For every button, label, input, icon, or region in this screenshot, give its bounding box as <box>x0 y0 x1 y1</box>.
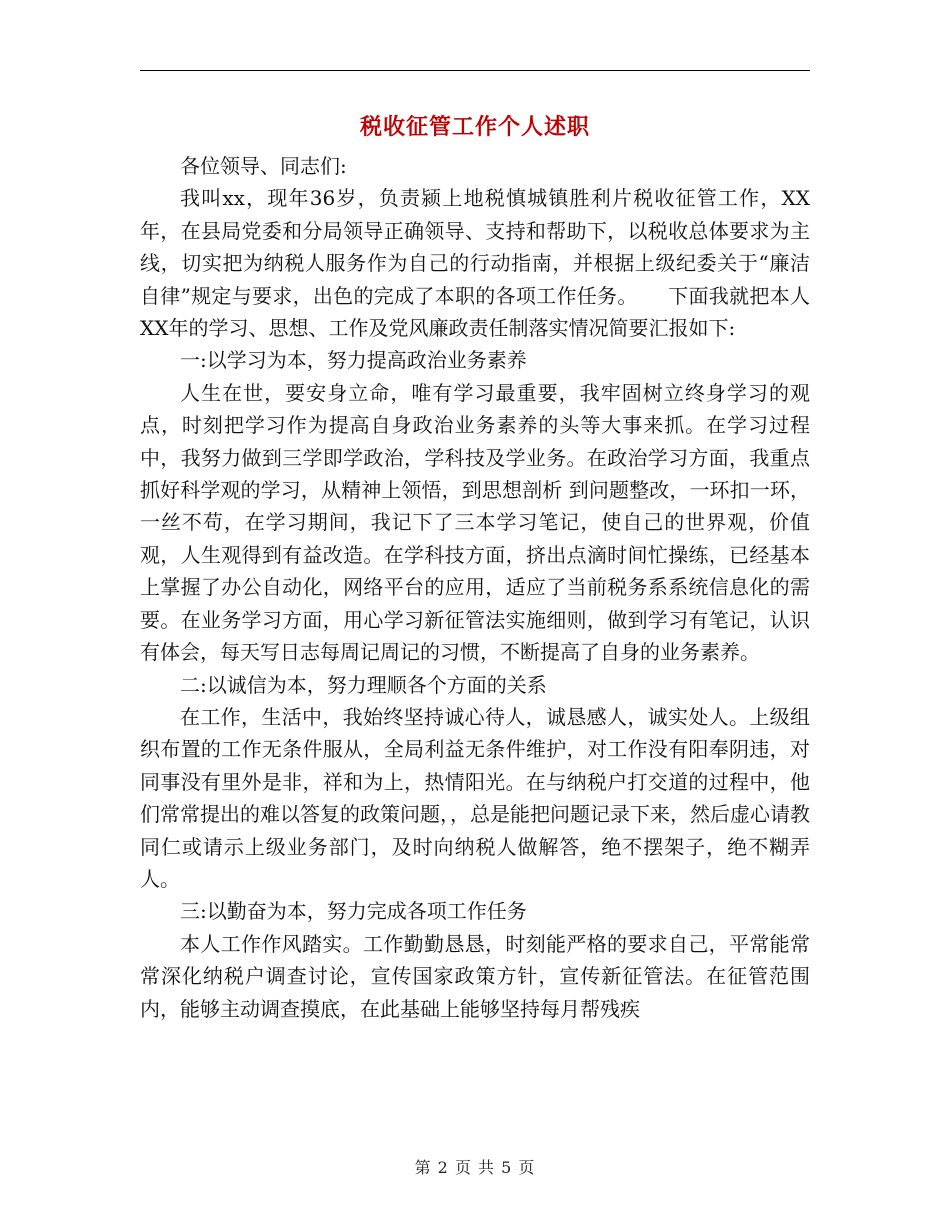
header-rule <box>140 70 810 71</box>
paragraph-diligence: 本人工作作风踏实。工作勤勤恳恳，时刻能严格的要求自己，平常能常常深化纳税户调查讨论，宣传国家政策方针，宣传新征管法。在征管范围内，能够主动调查摸底，在此基础上能够坚持每月帮残疾 <box>140 931 810 1021</box>
section-heading-3: 三:以勤奋为本，努力完成各项工作任务 <box>180 899 527 924</box>
paragraph-study: 人生在世，要安身立命，唯有学习最重要，我牢固树立终身学习的观点，时刻把学习作为提高自身政治业务素养的头等大事来抓。在学习过程中，我努力做到三学即学政治，学科技及学业务。在政治学习方面，我重点抓好科学观的学习，从精神上领悟，到思想剖析 到问题整改，一环扣一环，一丝不苟，在学习期间，我记下了三本学习笔记，使自己的世界观，价值观，人生观得到有益改造。在学科技方面，挤出点滴时间忙操练，已经基本上掌握了办公自动化，网络平台的应用，适应了当前税务系系统信息化的需要。在业务学习方面，用心学习新征管法实施细则，做到学习有笔记，认识有体会，每天写日志每周记周记的习惯，不断提高了自身的业务素养。 <box>140 380 810 665</box>
section-heading-2: 二:以诚信为本，努力理顺各个方面的关系 <box>180 672 547 697</box>
paragraph-intro: 我叫xx，现年36岁，负责颍上地税慎城镇胜利片税收征管工作，XX年，在县局党委和分局领导正确领导、支持和帮助下，以税收总体要求为主线，切实把为纳税人服务作为自己的行动指南，并根据上级纪委关于“廉洁自律”规定与要求，出色的完成了本职的各项工作任务。 下面我就把本人XX年的学习、思想、工作及党风廉政责任制落实情况简要汇报如下: <box>140 186 810 341</box>
section-heading-1: 一:以学习为本，努力提高政治业务素养 <box>180 348 527 373</box>
page-footer: 第 2 页 共 5 页 <box>414 1158 536 1177</box>
document-title: 税收征管工作个人述职 <box>359 114 590 140</box>
salutation: 各位领导、同志们: <box>180 154 347 178</box>
paragraph-integrity: 在工作，生活中，我始终坚持诚心待人，诚恳感人，诚实处人。上级组织布置的工作无条件服从，全局利益无条件维护，对工作没有阳奉阴违，对同事没有里外是非，祥和为上，热情阳光。在与纳税户打交道的过程中，他们常常提出的难以答复的政策问题，，总是能把问题记录下来，然后虚心请教同仁或请示上级业务部门，及时向纳税人做解答，绝不摆架子，绝不糊弄人。 <box>140 704 810 891</box>
document-body <box>140 150 810 1025</box>
